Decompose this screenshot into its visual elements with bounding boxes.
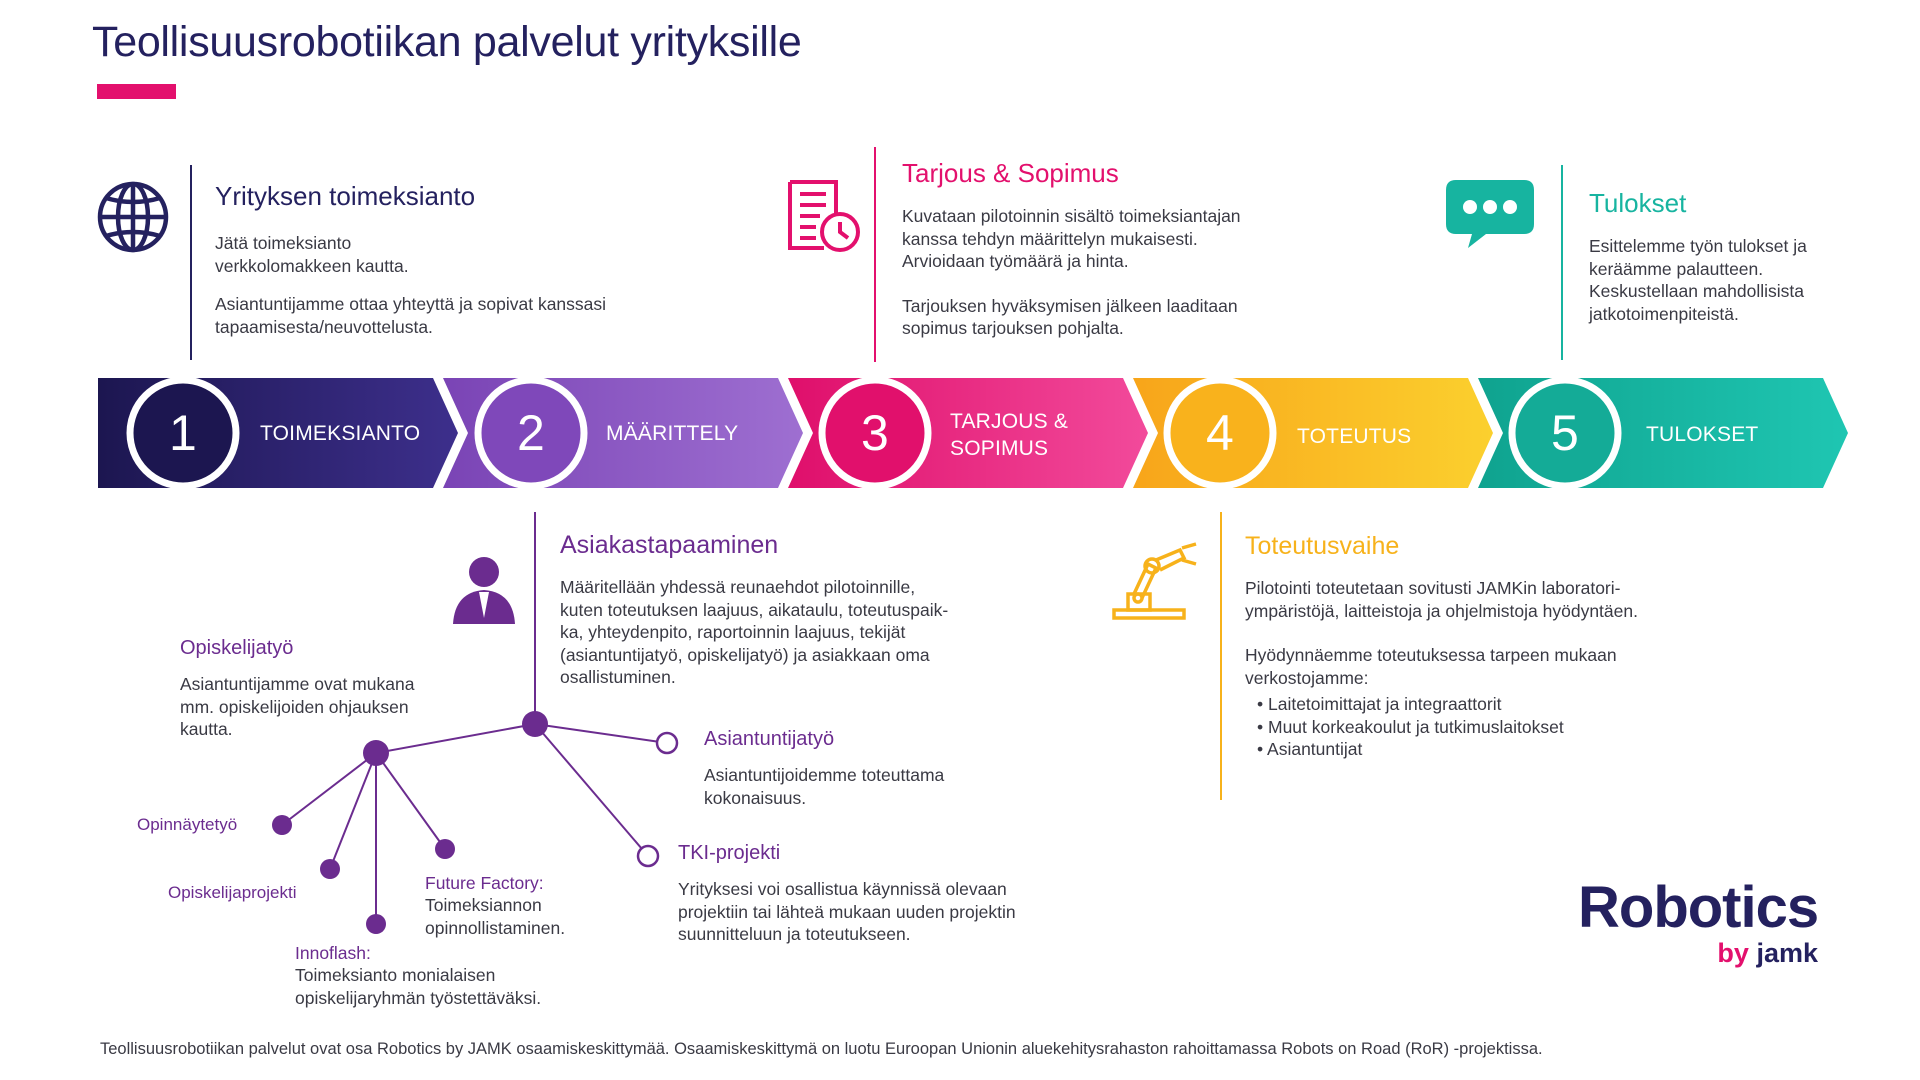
step-label: TOIMEKSIANTO (260, 422, 421, 445)
innoflash-block (295, 943, 575, 1009)
footer-text: Teollisuusrobotiikan palvelut ovat osa Robotics by JAMK osaamiskeskittymää. Osaamiskeskittymä on luotu Euroopan Unionin aluekehitysrahaston rahoittamassa Robots on Road (RoR) -projektissa. (100, 1040, 1543, 1058)
step-label: TOTEUTUS (1297, 425, 1412, 448)
expert-work-block (704, 728, 984, 809)
expert-work-text: Asiantuntijoidemme toteuttama kokonaisuus. (704, 765, 945, 808)
step-number: 2 (516, 405, 545, 461)
student-work-text: Asiantuntijamme ovat mukana mm. opiskelijoiden ohjauksen kautta. (180, 674, 415, 739)
expert-work-heading: Asiantuntijatyö (704, 728, 835, 750)
section-paragraph: Kuvataan pilotoinnin sisältö toimeksiantajan kanssa tehdyn määrittelyn mukaisesti. Arvioidaan työmäärä ja hinta. (902, 206, 1241, 271)
section-implementation (1245, 532, 1645, 761)
tree-node (522, 711, 548, 737)
section-heading: Asiakastapaaminen (560, 531, 779, 559)
robot-arm-icon (1108, 540, 1202, 620)
tree-node (435, 839, 455, 859)
rdi-text: Yrityksesi voi osallistua käynnissä olevaan projektiin tai lähteä mukaan uuden projektin suunnitteluun ja toteutukseen. (678, 879, 1016, 944)
tree-node (363, 740, 389, 766)
section-paragraph: Hyödynnäemme toteutuksessa tarpeen mukaan verkostojamme: (1245, 645, 1617, 688)
thesis-label: Opinnäytetyö (137, 815, 238, 834)
student-work-heading: Opiskelijatyö (180, 637, 294, 659)
page-title: Teollisuusrobotiikan palvelut yrityksille (92, 18, 802, 66)
robotics-by-jamk-logo (1578, 875, 1819, 968)
tree-node (638, 846, 658, 866)
section-paragraph: Esittelemme työn tulokset ja keräämme palautteen. Keskustellaan mahdollisista jatkotoimenpiteistä. (1589, 236, 1807, 324)
meeting-line (534, 512, 536, 724)
section-paragraph: Määritellään yhdessä reunaehdot pilotoinnille, kuten toteutuksen laajuus, aikataulu, toteutuspaik-ka, yhteydenpito, raportoinnin laajuus, tekijät (asiantuntijatyö, opiskelijatyö) ja asiakkaan oma osallistuminen. (560, 577, 949, 687)
section-results (1589, 188, 1829, 341)
list-item: • Asiantuntijat (1257, 739, 1363, 759)
list-item: • Muut korkeakoulut ja tutkimuslaitokset (1257, 716, 1564, 737)
title-underline (97, 84, 176, 99)
step-number: 5 (1550, 405, 1579, 461)
step-label: TULOKSET (1646, 423, 1759, 446)
section-heading: Toteutusvaihe (1245, 532, 1400, 560)
section-paragraph: Tarjouksen hyväksymisen jälkeen laaditaan sopimus tarjouksen pohjalta. (902, 295, 1238, 338)
step-number: 3 (860, 405, 889, 461)
list-item: • Laitetoimittajat ja integraattorit (1257, 694, 1502, 714)
student-project-label: Opiskelijaprojekti (168, 883, 297, 902)
step-label: TARJOUS & SOPIMUS (950, 410, 1069, 460)
student-work-block (180, 637, 440, 741)
logo-jamk: jamk (1756, 938, 1818, 968)
tree-node (657, 733, 677, 753)
implementation-line (1220, 512, 1222, 800)
step-label: MÄÄRITTELY (606, 422, 739, 445)
section-paragraph: Pilotointi toteutetaan sovitusti JAMKin laboratori-ympäristöjä, laitteistoja ja ohjelmistoja hyödyntäen. (1245, 578, 1638, 621)
tree-node (366, 914, 386, 934)
step-number: 4 (1205, 405, 1234, 461)
future-factory-block (425, 873, 625, 939)
section-heading: Tulokset (1589, 188, 1687, 218)
globe-icon (94, 178, 172, 256)
innoflash-heading: Innoflash: (295, 943, 371, 963)
logo-main: Robotics (1578, 875, 1819, 940)
divider-line-1 (190, 165, 192, 360)
section-meeting (560, 531, 960, 705)
step-number: 1 (168, 405, 197, 461)
divider-line-3 (1561, 165, 1563, 360)
section-heading: Tarjous & Sopimus (902, 158, 1119, 188)
document-clock-icon (784, 178, 862, 256)
section-offer (902, 158, 1282, 356)
section-heading: Yrityksen toimeksianto (215, 181, 476, 211)
logo-by: by (1717, 938, 1749, 968)
tree-node (320, 859, 340, 879)
divider-line-2 (874, 147, 876, 362)
future-factory-text: Toimeksiannon opinnollistaminen. (425, 895, 566, 938)
rdi-project-block (678, 842, 1048, 946)
chat-bubble-icon (1446, 180, 1534, 248)
person-icon (451, 556, 517, 624)
future-factory-heading: Future Factory: (425, 873, 544, 893)
tree-node (272, 815, 292, 835)
section-paragraph: Asiantuntijamme ottaa yhteyttä ja sopivat kanssasi tapaamisesta/neuvottelusta. (215, 294, 607, 337)
rdi-heading: TKI-projekti (678, 842, 781, 864)
innoflash-text: Toimeksianto monialaisen opiskelijaryhmän työstettäväksi. (295, 965, 542, 1008)
section-paragraph: Jätä toimeksianto verkkolomakkeen kautta. (215, 233, 409, 276)
section-assignment (215, 181, 635, 354)
network-list (1257, 693, 1645, 761)
